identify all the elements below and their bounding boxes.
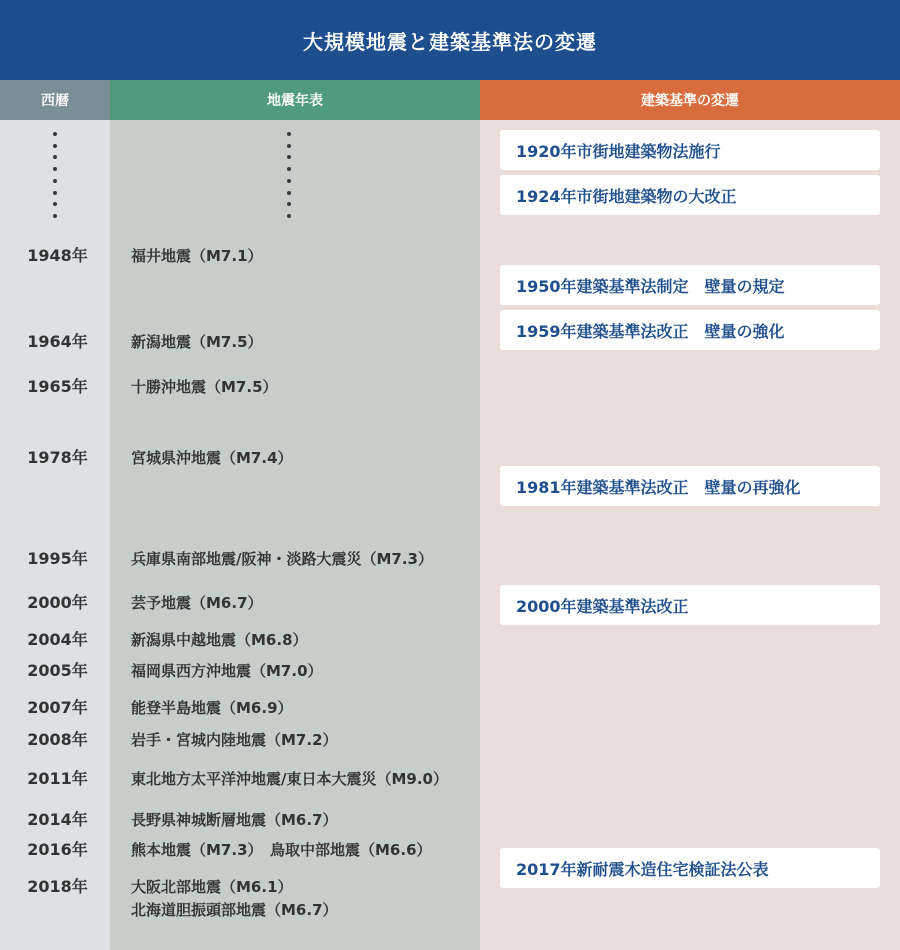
earthquake-entry: 新潟県中越地震（M6.8） (131, 631, 308, 649)
earthquake-entry: 宮城県沖地震（M7.4） (131, 449, 293, 467)
earthquake-entry: 長野県神城断層地震（M6.7） (131, 811, 338, 829)
earthquake-entry: 新潟地震（M7.5） (131, 333, 263, 351)
year-label: 2000年 (27, 593, 88, 612)
column-header-year: 西暦 (0, 80, 110, 120)
year-label: 1978年 (27, 448, 88, 467)
year-label: 2016年 (27, 840, 88, 859)
year-label: 2007年 (27, 698, 88, 717)
law-change-box: 1981年建築基準法改正 壁量の再強化 (500, 466, 880, 506)
page-title: 大規模地震と建築基準法の変遷 (0, 0, 900, 80)
year-label: 2011年 (27, 769, 88, 788)
law-column (480, 120, 900, 950)
law-change-box: 1959年建築基準法改正 壁量の強化 (500, 310, 880, 350)
column-header-law: 建築基準の変遷 (480, 80, 900, 120)
year-label: 2014年 (27, 810, 88, 829)
ellipsis-dots-earthquakes (287, 132, 291, 218)
year-label: 1948年 (27, 246, 88, 265)
year-label: 2018年 (27, 877, 88, 896)
earthquake-entry: 岩手・宮城内陸地震（M7.2） (131, 731, 338, 749)
earthquake-entry: 熊本地震（M7.3） 鳥取中部地震（M6.6） (131, 841, 432, 859)
earthquake-entry: 大阪北部地震（M6.1） (131, 878, 293, 896)
earthquake-entry: 十勝沖地震（M7.5） (131, 378, 278, 396)
law-change-box: 1920年市街地建築物法施行 (500, 130, 880, 170)
year-label: 2008年 (27, 730, 88, 749)
earthquake-entry: 福岡県西方沖地震（M7.0） (131, 662, 323, 680)
earthquake-entry: 北海道胆振頭部地震（M6.7） (131, 901, 338, 919)
earthquake-entry: 能登半島地震（M6.9） (131, 699, 293, 717)
earthquake-entry: 東北地方太平洋沖地震/東日本大震災（M9.0） (131, 770, 448, 788)
ellipsis-dots-year (53, 132, 57, 218)
law-change-box: 1950年建築基準法制定 壁量の規定 (500, 265, 880, 305)
year-label: 1995年 (27, 549, 88, 568)
year-label: 1965年 (27, 377, 88, 396)
year-label: 2005年 (27, 661, 88, 680)
earthquake-entry: 福井地震（M7.1） (131, 247, 263, 265)
year-label: 2004年 (27, 630, 88, 649)
earthquake-entry: 兵庫県南部地震/阪神・淡路大震災（M7.3） (131, 550, 433, 568)
law-change-box: 2017年新耐震木造住宅検証法公表 (500, 848, 880, 888)
law-change-box: 2000年建築基準法改正 (500, 585, 880, 625)
column-header-earthquakes: 地震年表 (110, 80, 480, 120)
law-change-box: 1924年市街地建築物の大改正 (500, 175, 880, 215)
earthquake-entry: 芸予地震（M6.7） (131, 594, 263, 612)
year-label: 1964年 (27, 332, 88, 351)
